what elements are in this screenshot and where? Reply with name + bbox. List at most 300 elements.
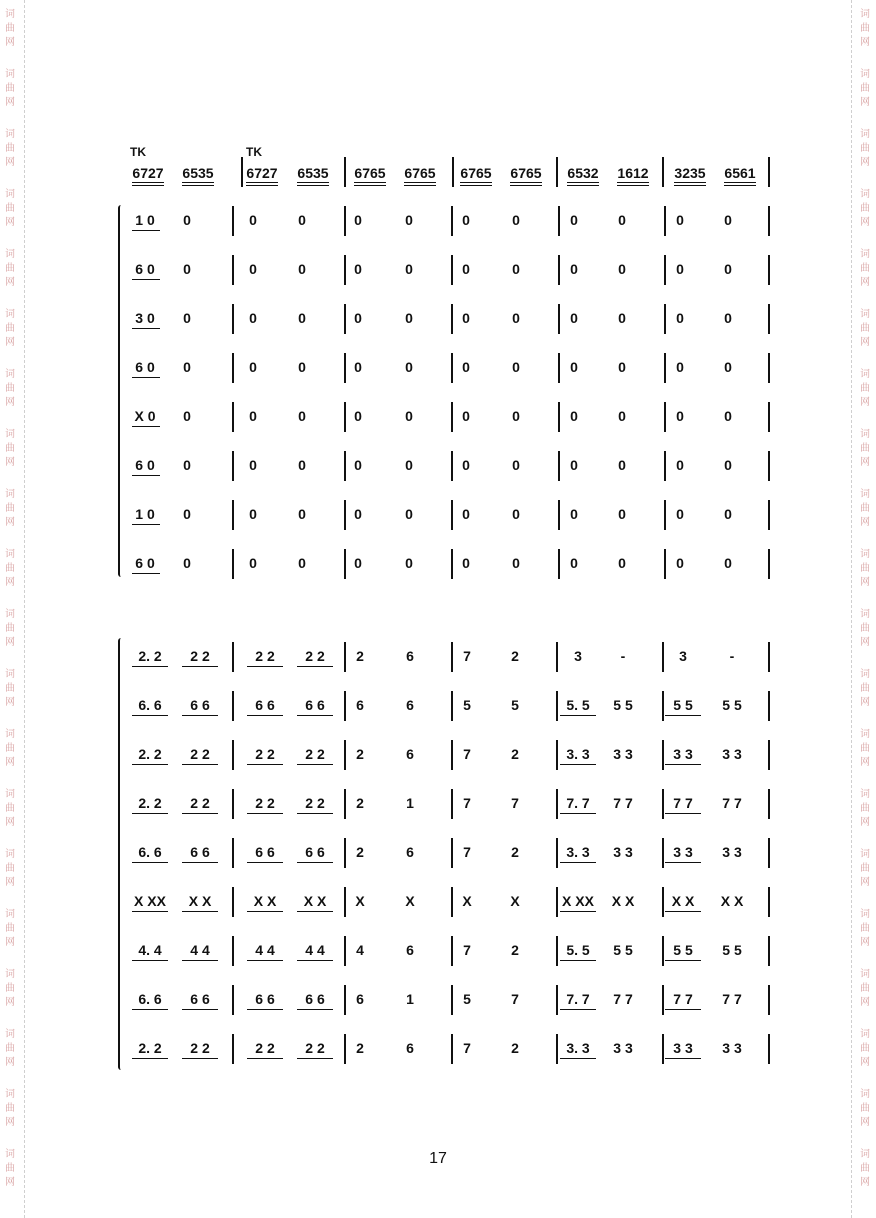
watermark-char: 曲 (5, 563, 15, 574)
beam-line (510, 182, 542, 183)
rest: 0 (462, 408, 470, 424)
note: 3 3 (613, 1040, 633, 1056)
note: X X (253, 893, 277, 909)
bar-line (344, 500, 346, 530)
beam-line (182, 1009, 218, 1010)
bar-line (232, 1034, 234, 1064)
rest: 0 (618, 310, 626, 326)
watermark-char: 词 (5, 369, 15, 380)
bar-line (662, 985, 664, 1015)
beam-line (560, 911, 596, 912)
note: 6 6 (305, 697, 325, 713)
rest: 0 (298, 359, 306, 375)
beam-line (247, 764, 283, 765)
note: 6 (406, 648, 414, 664)
beam-line (724, 182, 756, 183)
rest: 0 (249, 408, 257, 424)
watermark-char: 词 (5, 9, 15, 20)
note: 7 (463, 795, 471, 811)
bar-line (344, 451, 346, 481)
tk-label: TK (246, 145, 262, 159)
note: 5. 5 (566, 697, 590, 713)
rest: 0 (618, 457, 626, 473)
bar-line (556, 838, 558, 868)
beam-line (297, 960, 333, 961)
rest: 0 (462, 506, 470, 522)
watermark-char: 词 (5, 549, 15, 560)
note: 2 2 (305, 648, 325, 664)
watermark-char: 曲 (5, 1103, 15, 1114)
note: 2 2 (255, 648, 275, 664)
watermark-char: 网 (5, 1117, 15, 1128)
watermark-char: 曲 (5, 323, 15, 334)
beam-line (665, 1009, 701, 1010)
bar-line (768, 789, 770, 819)
page-number: 17 (429, 1150, 447, 1167)
note: 3 3 (722, 746, 742, 762)
rest: 0 (298, 261, 306, 277)
watermark-char: 词 (860, 309, 870, 320)
bar-line (451, 789, 453, 819)
note: 4 4 (255, 942, 275, 958)
bar-line (664, 500, 666, 530)
watermark-char: 网 (860, 397, 870, 408)
beam-line (354, 185, 386, 186)
watermark-char: 曲 (5, 23, 15, 34)
bar-line (451, 255, 453, 285)
bar-line (556, 1034, 558, 1064)
bar-line (344, 157, 346, 187)
rest: 0 (676, 506, 684, 522)
note: - (620, 648, 626, 664)
watermark-char: 曲 (860, 863, 870, 874)
watermark-char: 曲 (860, 1163, 870, 1174)
beam-line (560, 764, 596, 765)
rest: 0 (183, 261, 191, 277)
note: 6 (406, 1040, 414, 1056)
rest: 0 (249, 555, 257, 571)
bar-line (558, 304, 560, 334)
watermark-char: 曲 (860, 443, 870, 454)
beam-line (665, 911, 701, 912)
rest: 0 (724, 555, 732, 571)
rest: 0 (512, 310, 520, 326)
watermark-char: 网 (860, 1057, 870, 1068)
watermark-char: 曲 (860, 623, 870, 634)
rest: 0 (354, 408, 362, 424)
bar-line (768, 500, 770, 530)
watermark-char: 曲 (5, 203, 15, 214)
beam-line (460, 182, 492, 183)
beam-line (182, 813, 218, 814)
beam-line (182, 666, 218, 667)
bar-line (662, 1034, 664, 1064)
watermark-char: 曲 (860, 143, 870, 154)
note: 6 (406, 942, 414, 958)
watermark-char: 词 (5, 69, 15, 80)
beam-line (567, 182, 599, 183)
rest: 0 (354, 212, 362, 228)
note: 6 6 (255, 697, 275, 713)
watermark-char: 词 (860, 549, 870, 560)
rest: 0 (249, 506, 257, 522)
bar-line (558, 402, 560, 432)
watermark-char: 曲 (5, 983, 15, 994)
watermark-char: 词 (5, 609, 15, 620)
watermark-char: 网 (5, 37, 15, 48)
note: 2. 2 (138, 1040, 162, 1056)
rest: 0 (570, 359, 578, 375)
watermark-char: 词 (5, 1149, 15, 1160)
watermark-char: 曲 (5, 503, 15, 514)
note-group: 6535 (182, 165, 214, 181)
note: 5 5 (673, 697, 693, 713)
bar-line (662, 838, 664, 868)
beam-line (247, 911, 283, 912)
watermark-char: 曲 (5, 83, 15, 94)
watermark-char: 词 (5, 969, 15, 980)
beam-line (460, 185, 492, 186)
note-group: 3235 (674, 165, 706, 181)
first-note: 3 0 (135, 310, 155, 326)
note-group: 6535 (297, 165, 329, 181)
bar-line (232, 642, 234, 672)
note: 2 2 (190, 648, 210, 664)
bar-line (768, 642, 770, 672)
first-note: X 0 (134, 408, 156, 424)
beam-line (182, 715, 218, 716)
watermark-char: 词 (5, 789, 15, 800)
watermark-char: 词 (5, 669, 15, 680)
note: 2 (511, 1040, 519, 1056)
rest: 0 (183, 457, 191, 473)
watermark-char: 词 (860, 249, 870, 260)
beam-line (182, 1058, 218, 1059)
watermark-char: 词 (860, 489, 870, 500)
watermark-char: 词 (5, 1089, 15, 1100)
note: X (355, 893, 365, 909)
beam-line (560, 1009, 596, 1010)
bar-line (344, 549, 346, 579)
watermark-char: 词 (5, 249, 15, 260)
bar-line (556, 936, 558, 966)
beam-line (132, 764, 168, 765)
note: 6 (356, 991, 364, 1007)
note: 6 (406, 746, 414, 762)
watermark-char: 网 (5, 217, 15, 228)
note: 5 (463, 991, 471, 1007)
beam-line (247, 715, 283, 716)
note: 7 (463, 1040, 471, 1056)
beam-line (132, 813, 168, 814)
rest: 0 (249, 310, 257, 326)
watermark-char: 网 (860, 637, 870, 648)
watermark-char: 网 (5, 457, 15, 468)
rest: 0 (183, 359, 191, 375)
watermark-char: 网 (5, 97, 15, 108)
beam-line (132, 426, 160, 427)
watermark-char: 网 (860, 97, 870, 108)
beam-line (617, 182, 649, 183)
note: 2 2 (305, 1040, 325, 1056)
beam-line (132, 960, 168, 961)
beam-line (297, 1009, 333, 1010)
bar-line (664, 549, 666, 579)
bar-line (662, 642, 664, 672)
beam-line (297, 764, 333, 765)
bar-line (662, 936, 664, 966)
bar-line (556, 157, 558, 187)
bar-line (558, 206, 560, 236)
note: 7. 7 (566, 991, 590, 1007)
watermark-char: 曲 (5, 1043, 15, 1054)
beam-line (560, 813, 596, 814)
bar-line (664, 353, 666, 383)
rest: 0 (183, 408, 191, 424)
rest: 0 (462, 310, 470, 326)
bar-line (344, 1034, 346, 1064)
note: 2 (511, 942, 519, 958)
watermark-char: 网 (5, 337, 15, 348)
bar-line (664, 402, 666, 432)
bar-line (232, 838, 234, 868)
rest: 0 (724, 506, 732, 522)
rest: 0 (618, 408, 626, 424)
bar-line (344, 642, 346, 672)
watermark-char: 曲 (5, 143, 15, 154)
rest: 0 (724, 359, 732, 375)
note: 2 2 (190, 795, 210, 811)
beam-line (132, 573, 160, 574)
beam-line (665, 960, 701, 961)
note-group: 6561 (724, 165, 756, 181)
bar-line (451, 206, 453, 236)
beam-line (617, 185, 649, 186)
watermark-char: 曲 (860, 923, 870, 934)
watermark-char: 词 (5, 309, 15, 320)
beam-line (674, 185, 706, 186)
bar-line (768, 740, 770, 770)
watermark-char: 网 (5, 1057, 15, 1068)
note: 2 2 (255, 746, 275, 762)
rest: 0 (249, 359, 257, 375)
beam-line (354, 182, 386, 183)
bar-line (556, 691, 558, 721)
rest: 0 (249, 457, 257, 473)
watermark-char: 曲 (860, 983, 870, 994)
note: 4. 4 (138, 942, 162, 958)
note: 6 6 (305, 991, 325, 1007)
note: X X (720, 893, 744, 909)
watermark-char: 曲 (860, 323, 870, 334)
beam-line (247, 666, 283, 667)
bar-line (558, 255, 560, 285)
beam-line (132, 185, 164, 186)
system-brace (118, 638, 124, 1070)
note: 7 (463, 648, 471, 664)
watermark-char: 网 (5, 517, 15, 528)
bar-line (768, 936, 770, 966)
first-note: 6 0 (135, 359, 155, 375)
watermark-char: 词 (5, 729, 15, 740)
note-group: 6765 (404, 165, 436, 181)
first-note: 1 0 (135, 212, 155, 228)
note: 3 3 (673, 1040, 693, 1056)
note: 5 5 (722, 942, 742, 958)
note-group: 1612 (617, 165, 649, 181)
rest: 0 (405, 212, 413, 228)
bar-line (232, 985, 234, 1015)
watermark-char: 网 (860, 337, 870, 348)
rest: 0 (354, 555, 362, 571)
beam-line (132, 715, 168, 716)
rest: 0 (618, 359, 626, 375)
note: 4 (356, 942, 364, 958)
bar-line (344, 985, 346, 1015)
watermark-char: 网 (860, 277, 870, 288)
beam-line (404, 182, 436, 183)
watermark-char: 曲 (860, 683, 870, 694)
watermark-char: 曲 (5, 863, 15, 874)
rest: 0 (512, 261, 520, 277)
rest: 0 (354, 359, 362, 375)
beam-line (724, 185, 756, 186)
beam-line (132, 230, 160, 231)
bar-line (556, 740, 558, 770)
watermark-char: 词 (5, 429, 15, 440)
note: X (510, 893, 520, 909)
rest: 0 (298, 212, 306, 228)
watermark-char: 网 (860, 817, 870, 828)
rest: 0 (354, 506, 362, 522)
note: 7 7 (722, 991, 742, 1007)
bar-line (344, 353, 346, 383)
watermark-char: 词 (860, 369, 870, 380)
bar-line (556, 642, 558, 672)
note: 6 6 (305, 844, 325, 860)
bar-line (344, 691, 346, 721)
beam-line (567, 185, 599, 186)
beam-line (297, 666, 333, 667)
note: 2 2 (255, 1040, 275, 1056)
rest: 0 (183, 506, 191, 522)
beam-line (246, 185, 278, 186)
watermark-char: 词 (860, 729, 870, 740)
beam-line (132, 475, 160, 476)
rest: 0 (676, 310, 684, 326)
note: X X (303, 893, 327, 909)
bar-line (344, 936, 346, 966)
note: 2 (511, 844, 519, 860)
note: X (462, 893, 472, 909)
rest: 0 (298, 310, 306, 326)
bar-line (232, 255, 234, 285)
bar-line (558, 500, 560, 530)
rest: 0 (249, 261, 257, 277)
note-group: 6532 (567, 165, 599, 181)
watermark-char: 网 (860, 157, 870, 168)
rest: 0 (462, 555, 470, 571)
bar-line (232, 402, 234, 432)
rest: 0 (724, 212, 732, 228)
watermark-char: 曲 (860, 1103, 870, 1114)
beam-line (297, 182, 329, 183)
note: 5 5 (673, 942, 693, 958)
watermark-char: 词 (860, 69, 870, 80)
rest: 0 (405, 261, 413, 277)
bar-line (344, 304, 346, 334)
bar-line (344, 206, 346, 236)
note: 3 3 (722, 1040, 742, 1056)
watermark-char: 网 (860, 517, 870, 528)
bar-line (768, 206, 770, 236)
watermark-char: 词 (860, 609, 870, 620)
note: 3 3 (722, 844, 742, 860)
note-group: 6765 (354, 165, 386, 181)
beam-line (182, 911, 218, 912)
note: 2 (511, 648, 519, 664)
rest: 0 (183, 555, 191, 571)
bar-line (451, 887, 453, 917)
bar-line (232, 549, 234, 579)
beam-line (665, 764, 701, 765)
watermark-char: 网 (860, 37, 870, 48)
bar-line (452, 157, 454, 187)
beam-line (297, 185, 329, 186)
note: 1 (406, 991, 414, 1007)
beam-line (674, 182, 706, 183)
bar-line (662, 789, 664, 819)
note: 6. 6 (138, 991, 162, 1007)
watermark-char: 曲 (860, 1043, 870, 1054)
watermark-char: 曲 (5, 743, 15, 754)
note: 6. 6 (138, 844, 162, 860)
bar-line (768, 691, 770, 721)
bar-line (664, 206, 666, 236)
bar-line (232, 691, 234, 721)
rest: 0 (298, 457, 306, 473)
bar-line (768, 838, 770, 868)
watermark-char: 网 (5, 1177, 15, 1188)
watermark-char: 曲 (5, 683, 15, 694)
bar-line (344, 402, 346, 432)
note: 6 (406, 844, 414, 860)
beam-line (132, 1058, 168, 1059)
beam-line (182, 182, 214, 183)
beam-line (404, 185, 436, 186)
beam-line (297, 862, 333, 863)
first-note: 1 0 (135, 506, 155, 522)
rest: 0 (354, 457, 362, 473)
watermark-char: 曲 (5, 383, 15, 394)
note: 5 5 (613, 697, 633, 713)
watermark-char: 网 (5, 997, 15, 1008)
bar-line (768, 353, 770, 383)
bar-line (451, 740, 453, 770)
watermark-char: 网 (860, 877, 870, 888)
beam-line (182, 764, 218, 765)
note-group: 6765 (510, 165, 542, 181)
rest: 0 (724, 310, 732, 326)
note: 7 7 (673, 991, 693, 1007)
rest: 0 (724, 261, 732, 277)
bar-line (558, 353, 560, 383)
bar-line (768, 985, 770, 1015)
watermark-char: 网 (5, 697, 15, 708)
note: 4 4 (190, 942, 210, 958)
beam-line (665, 1058, 701, 1059)
watermark-char: 词 (860, 969, 870, 980)
